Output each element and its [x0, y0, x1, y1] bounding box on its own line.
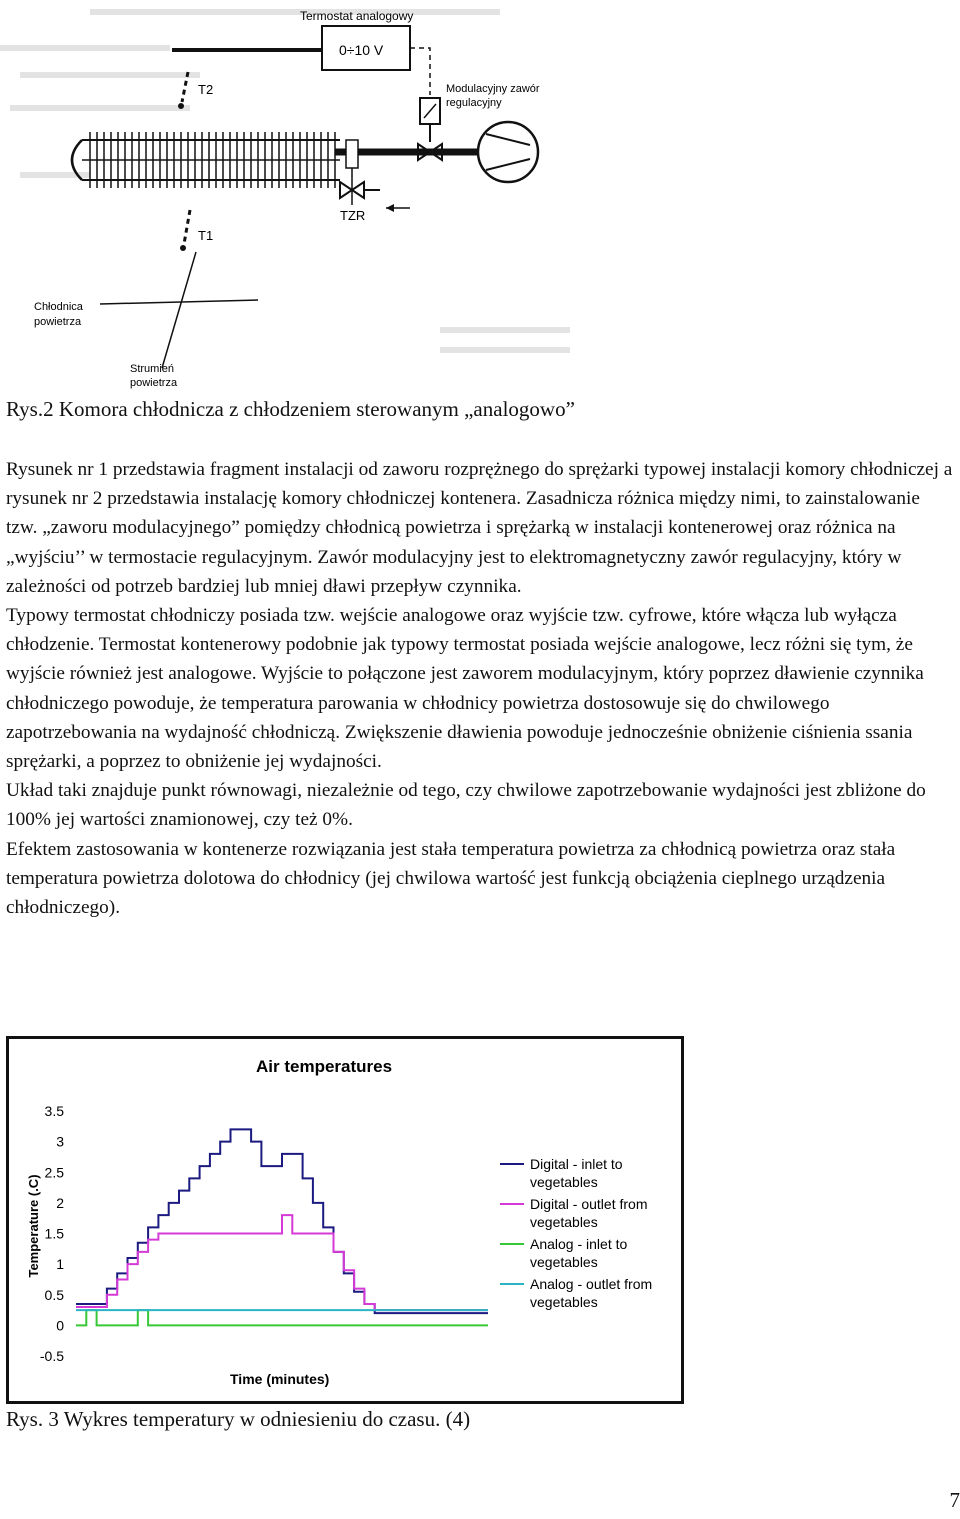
y-tick-label: 2 — [56, 1194, 64, 1211]
legend-label: Digital - inlet to — [530, 1156, 623, 1172]
t1-label: T1 — [198, 228, 214, 243]
page-number: 7 — [949, 1488, 960, 1512]
compressor — [478, 122, 538, 182]
tzr-label: TZR — [340, 208, 366, 223]
tzr-bulb — [346, 140, 358, 168]
air-temperature-chart — [6, 1036, 684, 1404]
signal-wire — [410, 48, 430, 95]
refrigeration-diagram — [0, 0, 600, 392]
cooler-label-1: Chłodnica — [34, 301, 83, 313]
air-stream-diagonal — [162, 252, 196, 368]
figure-2-caption: Rys.2 Komora chłodnicza z chłodzeniem sterowanym „analogowo” — [6, 397, 575, 421]
cooler-label-2: powietrza — [34, 316, 82, 328]
air-stream-line — [100, 300, 258, 304]
y-tick-label: 2.5 — [44, 1164, 64, 1181]
x-axis-label: Time (minutes) — [230, 1371, 330, 1387]
valve-label-1: Modulacyjny zawór — [446, 83, 540, 95]
t1-probe — [184, 210, 190, 244]
legend-label: Analog - inlet to — [530, 1236, 628, 1252]
legend-label: Analog - outlet from — [530, 1276, 653, 1292]
signal-label: 0÷10 V — [339, 42, 384, 58]
legend-label: Digital - outlet from — [530, 1196, 648, 1212]
stream-label-2: powietrza — [130, 377, 178, 389]
valve-label-2: regulacyjny — [446, 97, 502, 109]
y-tick-label: 3.5 — [44, 1103, 64, 1119]
chart-title: Air temperatures — [256, 1057, 393, 1076]
y-tick-label: 3 — [56, 1133, 64, 1150]
t2-probe-tip — [178, 103, 184, 109]
cooler-coil — [72, 132, 340, 188]
legend-label: vegetables — [530, 1174, 598, 1190]
paragraph-3: Układ taki znajduje punkt równowagi, niezależnie od tego, czy chwilowe zapotrzebowanie wydajności jest zbliżone do 100% jej wartości znamionowej, czy też 0%. — [6, 780, 926, 831]
t2-label: T2 — [198, 82, 214, 97]
y-tick-label: 0.5 — [44, 1286, 64, 1303]
legend-label: vegetables — [530, 1254, 598, 1270]
thermostat-label: Termostat analogowy — [300, 9, 414, 23]
figure-3-caption: Rys. 3 Wykres temperatury w odniesieniu do czasu. (4) — [6, 1407, 471, 1431]
y-tick-label: 1.5 — [44, 1225, 64, 1242]
paragraph-4: Efektem zastosowania w kontenerze rozwiązania jest stała temperatura powietrza za chłodnicą powietrza oraz stała temperatura powietrza dolotowa do chłodnicy (jej chwilowa wartość jest funkcją obciążenia cieplnego urządzenia chłodniczego). — [6, 838, 896, 919]
y-tick-label: -0.5 — [39, 1348, 64, 1364]
legend-label: vegetables — [530, 1214, 598, 1230]
y-axis-label: Temperature (.C) — [26, 1174, 41, 1278]
y-tick-label: 0 — [56, 1317, 64, 1334]
y-tick-label: 1 — [56, 1256, 64, 1273]
paragraph-2: Typowy termostat chłodniczy posiada tzw. wejście analogowe oraz wyjście tzw. cyfrowe, które włącza lub wyłącza chłodzenie. Termostat kontenerowy podobnie jak typowy termostat posiada wejście analogowe, lecz różni się tym, że wyjście również jest analogowe. Wyjście to połączone jest zaworem modulacyjnym, który poprzez dławienie czynnika chłodniczego powoduje, że temperatura parowania w chłodnicy powietrza dostosowuje się do chwilowego zapotrzebowania na wydajność chłodniczą. Zwiększenie dławienia powoduje jednocześnie obniżenie ciśnienia ssania sprężarki, a poprzez to obniżenie jej wydajności. — [6, 605, 924, 773]
legend-label: vegetables — [530, 1294, 598, 1310]
paragraph-1: Rysunek nr 1 przedstawia fragment instalacji od zaworu rozprężnego do sprężarki typowej instalacji komory chłodniczej a rysunek nr 2 przedstawia instalację komory chłodniczej kontenera. Zasadnicza różnica między nimi, to zainstalowanie tzw. „zaworu modulacyjnego” pomiędzy chłodnicą powietrza i sprężarką w instalacji kontenerowej oraz różnica na „wyjściu’’ w termostacie regulacyjnym. Zawór modulacyjny jest to elektromagnetyczny zawór regulacyjny, który w zależności od potrzeb bardziej lub mniej dławi przepływ czynnika. — [6, 459, 953, 597]
stream-label-1: Strumień — [130, 363, 175, 375]
body-text — [6, 455, 954, 922]
